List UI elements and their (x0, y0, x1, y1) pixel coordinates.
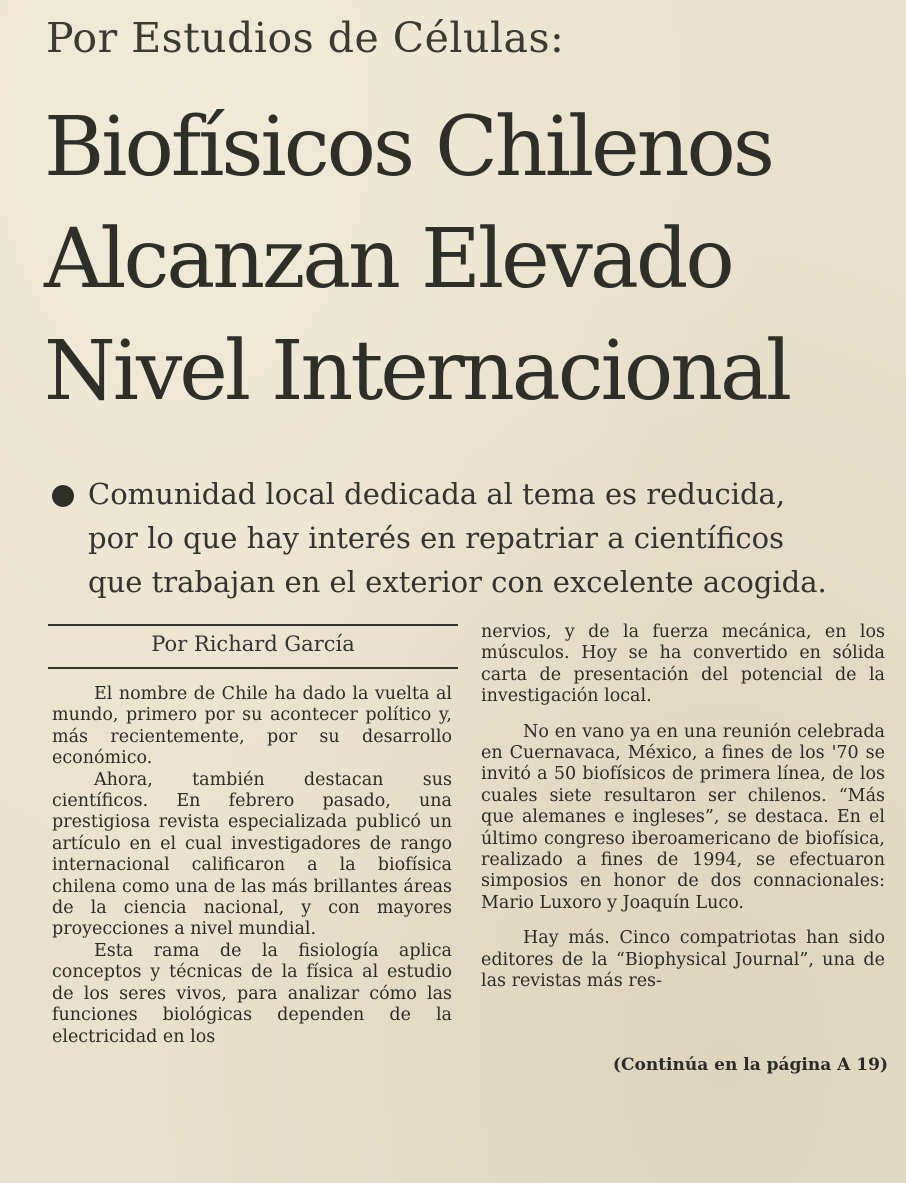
continued-note: (Continúa en la página A 19) (612, 1055, 888, 1075)
article-column-right (481, 622, 885, 993)
paragraph: Hay más. Cinco compatriotas han sido editores de la “Biophysical Journal”, una de las revistas más res- (481, 928, 885, 992)
paragraph: Esta rama de la fisiología aplica conceptos y técnicas de la física al estudio de los seres vivos, para analizar cómo las funciones biológicas dependen de la electricidad en los (52, 940, 452, 1047)
headline (44, 92, 894, 428)
byline-rule-bottom (48, 667, 458, 669)
byline-rule-top (48, 624, 458, 626)
kicker-title: Por Estudios de Células: (46, 14, 565, 62)
bullet-icon (52, 485, 74, 507)
subhead-line-3: que trabajan en el exterior con excelente acogida. (88, 565, 827, 599)
subhead-line-2: por lo que hay interés en repatriar a científicos (88, 521, 784, 555)
headline-line-1: Biofísicos Chilenos (44, 100, 772, 195)
paragraph: Ahora, también destacan sus científicos. En febrero pasado, una prestigiosa revista especializada publicó un artículo en el cual investigadores de rango internacional calificaron a la biofísica chilena como una de las más brillantes áreas de la ciencia nacional, y con mayores proyecciones a nivel mundial. (52, 769, 452, 940)
paragraph: No en vano ya en una reunión celebrada en Cuernavaca, México, a fines de los '70 se invitó a 50 biofísicos de primera línea, de los cuales siete resultaron ser chilenos. “Más que alemanes e ingleses”, se destaca. En el último congreso iberoamericano de biofísica, realizado a fines de 1994, se efectuaron simposios en honor de dos connacionales: Mario Luxoro y Joaquín Luco. (481, 721, 885, 913)
paragraph: nervios, y de la fuerza mecánica, en los músculos. Hoy se ha convertido en sólida carta de presentación del potencial de la investigación local. (481, 622, 885, 707)
paragraph: El nombre de Chile ha dado la vuelta al mundo, primero por su acontecer político y, más recientemente, por su desarrollo económico. (52, 684, 452, 769)
subhead-line-1: Comunidad local dedicada al tema es reducida, (88, 477, 786, 511)
subheadline (52, 472, 892, 604)
byline: Por Richard García (151, 632, 355, 656)
article-column-left (52, 684, 452, 1048)
headline-line-2: Alcanzan Elevado (44, 212, 732, 307)
headline-line-3: Nivel Internacional (44, 324, 790, 419)
